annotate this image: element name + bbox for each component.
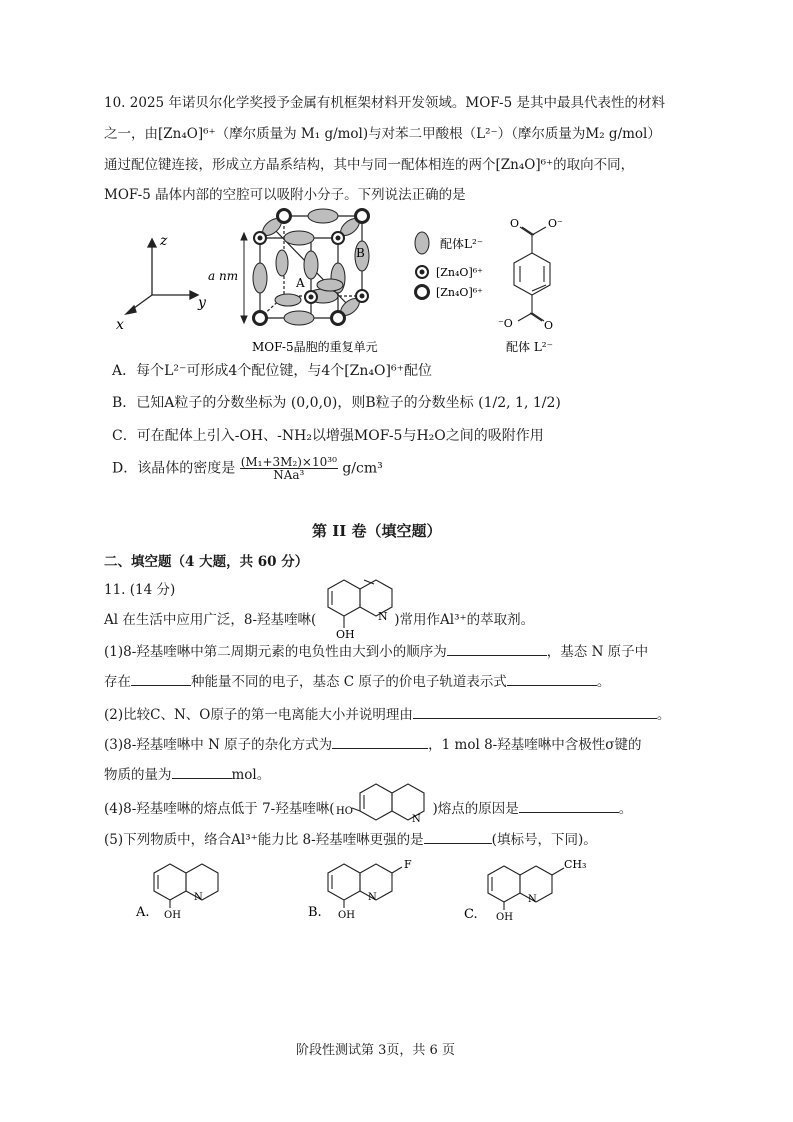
p3-text-d: mol。 (231, 767, 271, 783)
p1-text-e: 。 (596, 674, 611, 690)
p1-text-d: 种能量不同的电子，基态 C 原子的价电子轨道表示式 (191, 674, 507, 690)
axis-x-label: x (116, 317, 124, 333)
part2-heading: 二、填空题（4 大题，共 60 分） (104, 554, 309, 570)
part2-title: 第 II 卷（填空题） (312, 522, 442, 540)
option-c: C．可在配体上引入-OH、-NH₂以增强MOF-5与H₂O之间的吸附作用 (112, 428, 544, 444)
dimension-arrow (241, 233, 247, 323)
mof5-figure (100, 205, 580, 355)
label-a: A (296, 276, 305, 290)
p5-text-b: (填标号，下同)。 (491, 832, 597, 848)
legend-ligand: 配体L²⁻ (440, 237, 484, 251)
q11-intro (104, 611, 534, 629)
p1-text-a: (1)8-羟基喹啉中第二周期元素的电负性由大到小的顺序为 (104, 644, 447, 660)
choice-b-f: F (404, 858, 412, 871)
p4-text-b: )熔点的原因是 (432, 801, 519, 817)
choice-structures (130, 856, 610, 926)
choice-a-label: A. (136, 905, 150, 920)
p1-text-b: ，基态 N 原子中 (546, 644, 649, 660)
terephthalate-structure (514, 227, 550, 321)
option-d-text: D．该晶体的密度是 (112, 460, 236, 477)
struct-n-label-2: N (412, 814, 421, 825)
p1-text-c: 存在 (104, 674, 131, 690)
edge-length-label: a nm (208, 269, 239, 283)
option-a: A．每个L²⁻可形成4个配位键，与4个[Zn₄O]⁶⁺配位 (112, 363, 432, 379)
q11-intro-pre: Al 在生活中应用广泛，8-羟基喹啉( (104, 612, 317, 628)
ligand-o1: O (510, 217, 520, 230)
caption-cell: MOF-5晶胞的重复单元 (252, 340, 378, 354)
option-b-text: B．已知A粒子的分数坐标为 (0,0,0)，则B粒子的分数坐标 (112, 395, 474, 411)
choice-c-label: C. (464, 907, 478, 922)
blank-electronegativity[interactable] (447, 641, 547, 656)
struct-ho-label: HO (336, 806, 353, 817)
caption-ligand: 配体 L²⁻ (506, 340, 553, 354)
density-fraction (240, 456, 338, 481)
choice-c-oh: OH (496, 912, 513, 923)
option-b-coord: (1/2, 1, 1/2) (478, 395, 561, 411)
p4-text-a: (4)8-羟基喹啉的熔点低于 7-羟基喹啉( (104, 801, 335, 817)
blank-hybridization[interactable] (332, 734, 428, 749)
7-hydroxyquinoline-structure (336, 778, 436, 830)
q11-part1-line1 (104, 641, 648, 661)
struct-oh-label: OH (336, 628, 355, 638)
choice-b-label: B. (308, 905, 322, 920)
blank-orbital-diagram[interactable] (507, 671, 597, 686)
blank-sigma-bonds[interactable] (172, 764, 232, 779)
q11-part1-line2 (104, 671, 610, 691)
choice-b-structure (328, 864, 402, 908)
blank-energy-levels[interactable] (131, 671, 191, 686)
page-footer: 阶段性测试第 3页，共 6 页 (296, 1043, 455, 1058)
p2-text-b: 。 (656, 707, 671, 723)
ligand-o-bottom: ⁻O (498, 317, 513, 330)
q11-intro-post: )常用作Al³⁺的萃取剂。 (394, 612, 535, 628)
axes (126, 239, 198, 314)
option-b (112, 393, 561, 413)
legend (415, 232, 429, 299)
p3-text-a: (3)8-羟基喹啉中 N 原子的杂化方式为 (104, 737, 333, 753)
hydroxyquinoline-structure (322, 570, 400, 638)
struct-n-label: N (378, 610, 388, 623)
p3-text-c: 物质的量为 (104, 767, 172, 783)
p5-text-a: (5)下列物质中，络合Al³⁺能力比 8-羟基喹啉更强的是 (104, 832, 424, 848)
option-d (112, 456, 383, 481)
density-denominator: NAa³ (273, 468, 305, 482)
choice-a-n: N (194, 892, 203, 903)
choice-c-n: N (528, 894, 537, 905)
q11-part3-line2 (104, 764, 270, 784)
blank-melting-point[interactable] (519, 798, 619, 813)
q11-part3-line1 (104, 734, 641, 754)
legend-zn-type2: [Zn₄O]⁶⁺ (436, 286, 483, 299)
ligand-o2: O (544, 319, 554, 332)
q10-line1: 10. 2025 年诺贝尔化学奖授予金属有机框架材料开发领域。MOF-5 是其中最具代表性的材料 (104, 95, 666, 111)
choice-b-oh: OH (338, 910, 355, 921)
p2-text-a: (2)比较C、N、O原子的第一电离能大小并说明理由 (104, 707, 413, 723)
density-numerator: (M₁+3M₂)×10³⁰ (240, 455, 337, 469)
p3-text-b: ，1 mol 8-羟基喹啉中含极性σ键的 (428, 737, 642, 753)
blank-ionization-energy[interactable] (413, 704, 657, 719)
q10-line4: MOF-5 晶体内部的空腔可以吸附小分子。下列说法正确的是 (104, 187, 466, 203)
q10-line2: 之一，由[Zn₄O]⁶⁺（摩尔质量为 M₁ g/mol)与对苯二甲酸根（L²⁻）（摩尔质量为M₂ g/mol） (104, 126, 661, 142)
density-unit: g/cm³ (342, 460, 383, 477)
axis-z-label: z (160, 233, 168, 249)
axis-y-label: y (198, 295, 206, 311)
choice-c-structure (488, 866, 564, 910)
blank-complexation[interactable] (424, 829, 492, 844)
ligand-o-top: O⁻ (548, 217, 563, 230)
q11-part5 (104, 829, 597, 849)
label-b: B (356, 246, 365, 260)
q10-line3: 通过配位键连接，形成立方晶系结构，其中与同一配体相连的两个[Zn₄O]⁶⁺的取向不同， (104, 157, 635, 173)
q11-head: 11. (14 分) (104, 582, 176, 598)
legend-zn-type1: [Zn₄O]⁶⁺ (436, 266, 483, 279)
q11-part2 (104, 704, 670, 724)
choice-a-oh: OH (164, 910, 181, 921)
p4-text-c: 。 (618, 801, 633, 817)
choice-c-ch3: CH₃ (564, 858, 587, 871)
choice-a-structure (154, 864, 218, 908)
choice-b-n: N (368, 892, 377, 903)
